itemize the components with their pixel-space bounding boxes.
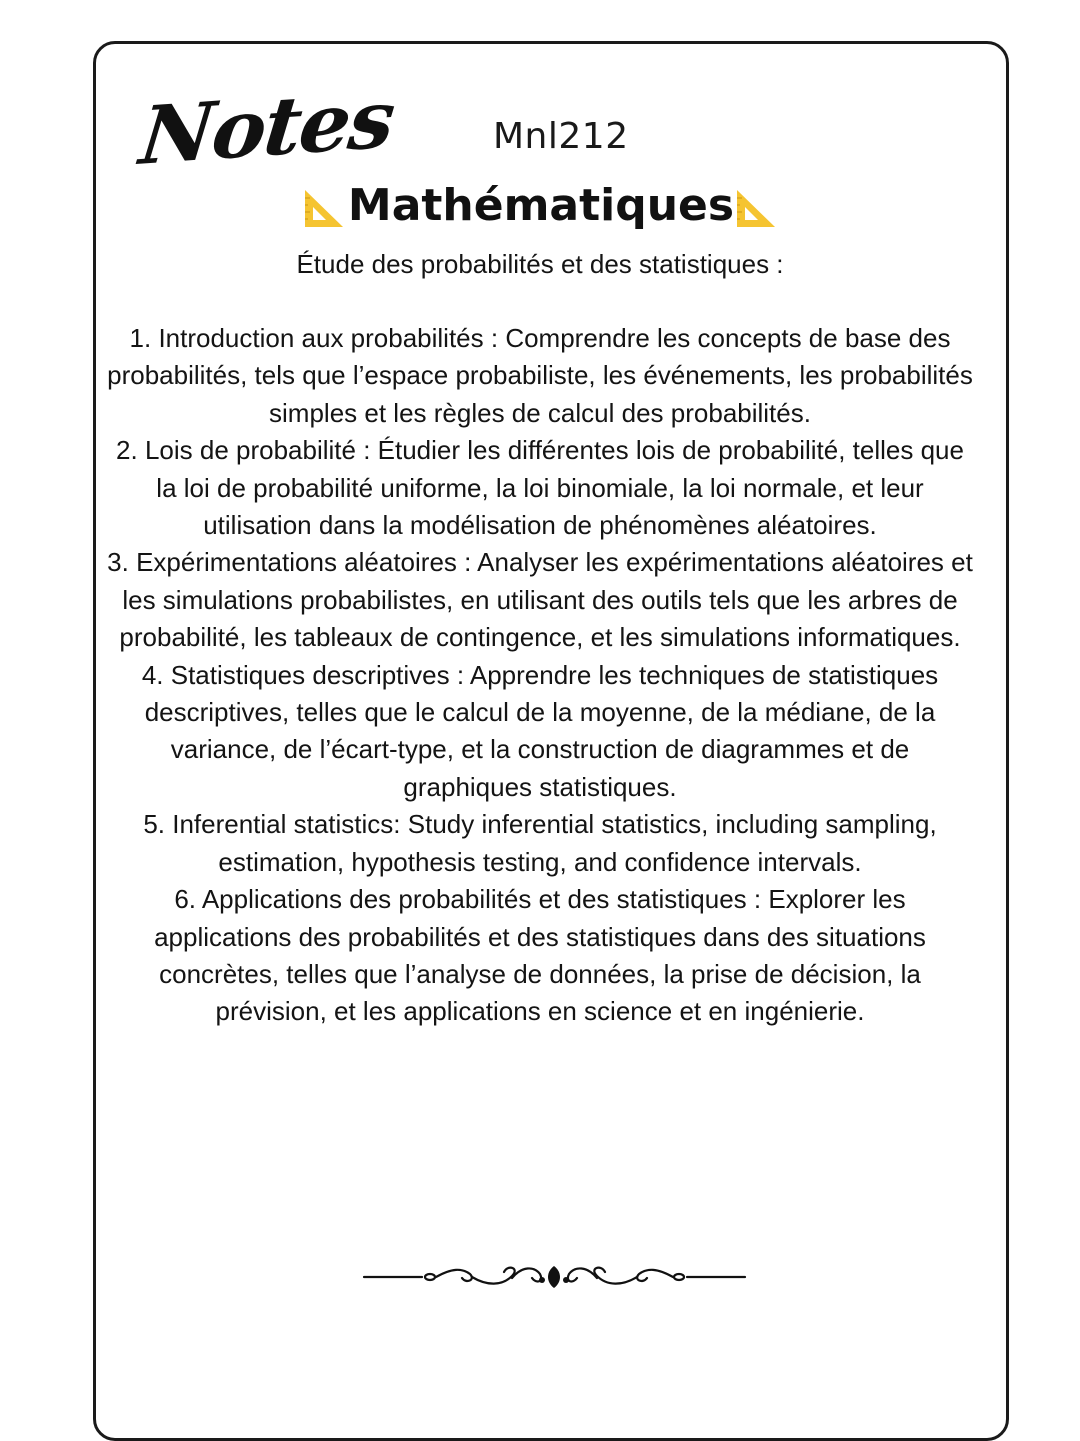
- intro-text: Étude des probabilités et des statistiques :: [296, 249, 784, 279]
- triangle-ruler-icon: [734, 186, 778, 230]
- author-name: Mnl212: [493, 116, 629, 157]
- notes-logo: Notes: [135, 71, 398, 183]
- list-item: 5. Inferential statistics: Study inferential statistics, including sampling, estimation, hypothesis testing, and confidence intervals.: [143, 809, 937, 877]
- subject-title: Mathématiques: [347, 180, 735, 231]
- list-item: 3. Expérimentations aléatoires : Analyser les expérimentations aléatoires et les simulations probabilistes, en utilisant des outils tels que les arbres de probabilité, les tableaux de contingence, et les simulations informatiques.: [107, 547, 973, 653]
- list-item: 2. Lois de probabilité : Étudier les différentes lois de probabilité, telles que la loi de probabilité uniforme, la loi binomiale, la loi normale, et leur utilisation dans la modélisation de phénomènes aléatoires.: [116, 435, 964, 541]
- ornament-divider: [362, 1260, 747, 1294]
- list-item: 6. Applications des probabilités et des statistiques : Explorer les applications des probabilités et des statistiques dans des situations concrètes, telles que l’analyse de données, la prise de décision, la prévision, et les applications en science et en ingénierie.: [154, 884, 926, 1027]
- triangle-ruler-icon: [302, 186, 346, 230]
- list-item: 1. Introduction aux probabilités : Comprendre les concepts de base des probabilités, tels que l’espace probabiliste, les événements, les probabilités simples et les règles de calcul des probabilités.: [107, 323, 973, 428]
- topics-list: [104, 320, 976, 1031]
- subject-heading: [0, 178, 1080, 238]
- list-item: 4. Statistiques descriptives : Apprendre les techniques de statistiques descriptives, telles que le calcul de la moyenne, de la médiane, de la variance, de l’écart-type, et la construction de diagrammes et de graphiques statistiques.: [141, 659, 939, 802]
